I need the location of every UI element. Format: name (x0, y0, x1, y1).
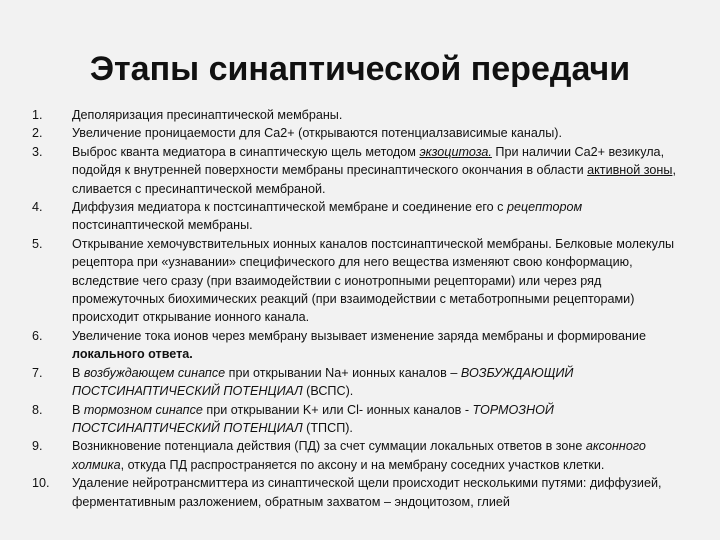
list-item-number: 5. (32, 236, 43, 251)
list-item-text: Увеличение тока ионов через мембрану вызывает изменение заряда мембраны и формирование (72, 328, 646, 343)
list-item-number: 8. (32, 402, 43, 417)
list-item-text: Возникновение потенциала действия (ПД) за счет суммации локальных ответов в зоне (72, 439, 586, 454)
list-item-text: , откуда ПД распространяется по аксону и на мембрану соседних участков клетки. (120, 457, 605, 472)
list-item-text: Диффузия медиатора к постсинаптической мембране и соединение его с (72, 200, 507, 215)
list-item-text: Удаление нейротрансмиттера из синаптической щели происходит несколькими путями: диффузией, ферментативным разложением, обратным захватом – эндоцитозом, глией (72, 476, 662, 509)
list-item-text: (ВСПС). (302, 384, 354, 399)
list-item-number: 1. (32, 108, 43, 122)
list-item-text: Деполяризация пресинаптической мембраны. (72, 108, 343, 122)
list-item-text: при открывании K+ или Cl- ионных каналов - (202, 402, 473, 417)
list-item-text: В (72, 365, 84, 380)
slide-title: Этапы синаптической передачи (89, 50, 631, 88)
list-item-number: 6. (32, 328, 43, 343)
list-item (32, 364, 682, 401)
list-item-text: постсинаптической мембраны. (72, 218, 253, 233)
list-item-text: ТОРМОЗНОЙ ПОСТСИНАПТИЧЕСКИЙ ПОТЕНЦИАЛ (72, 402, 554, 435)
list-item (32, 437, 682, 474)
list-item (32, 124, 682, 142)
list-item-text: рецептором (506, 200, 583, 215)
list-item-text: аксонного холмика (72, 439, 646, 472)
list-item-text: В (72, 402, 84, 417)
steps-list (32, 106, 682, 511)
list-item (32, 106, 682, 124)
list-item-text: Выброс кванта медиатора в синаптическую щель методом (72, 144, 420, 159)
list-item-text: при открывании Na+ ионных каналов – (225, 365, 461, 380)
list-item (32, 143, 682, 198)
list-item-number: 7. (32, 365, 43, 380)
list-item-number: 2. (32, 126, 43, 141)
list-item-text: возбуждающем синапсе (83, 365, 226, 380)
list-item-text: Открывание хемочувствительных ионных каналов постсинаптической мембраны. Белковые молекулы рецептора при «узнавании» специфического для него вещества изменяют свою конформацию, вследствие чего сразу (при взаимодействии с ионотропными рецепторами) или через ряд промежуточных биохимических реакций (при взаимодействии с метаботропными рецепторами) происходит открывание ионного канала. (72, 236, 675, 325)
list-item-text: (ТПСП). (302, 420, 353, 435)
list-item-text: ВОЗБУЖДАЮЩИЙ ПОСТСИНАПТИЧЕСКИЙ ПОТЕНЦИАЛ (72, 365, 574, 399)
list-item-number: 9. (32, 439, 43, 454)
list-item-text: активной зоны (587, 163, 673, 178)
list-item-number: 10. (32, 476, 50, 491)
list-item-text: экзоцитоза. (419, 144, 492, 159)
list-item (32, 198, 682, 235)
list-item-text: локального ответа. (72, 347, 193, 362)
list-item (32, 401, 682, 438)
list-item (32, 327, 682, 364)
list-item-text: При наличии Ca2+ везикула, подойдя к внутренней поверхности мембраны пресинаптического окончания в области (72, 144, 665, 178)
list-item-number: 4. (32, 200, 43, 215)
list-item (32, 235, 682, 327)
list-item-number: 3. (32, 144, 43, 159)
list-item-text: , сливается с пресинаптической мембраной. (72, 163, 676, 196)
list-item (32, 474, 682, 511)
list-item-text: тормозном синапсе (83, 402, 203, 417)
list-item-text: Увеличение проницаемости для Ca2+ (открываются потенциалзависимые каналы). (72, 126, 562, 141)
